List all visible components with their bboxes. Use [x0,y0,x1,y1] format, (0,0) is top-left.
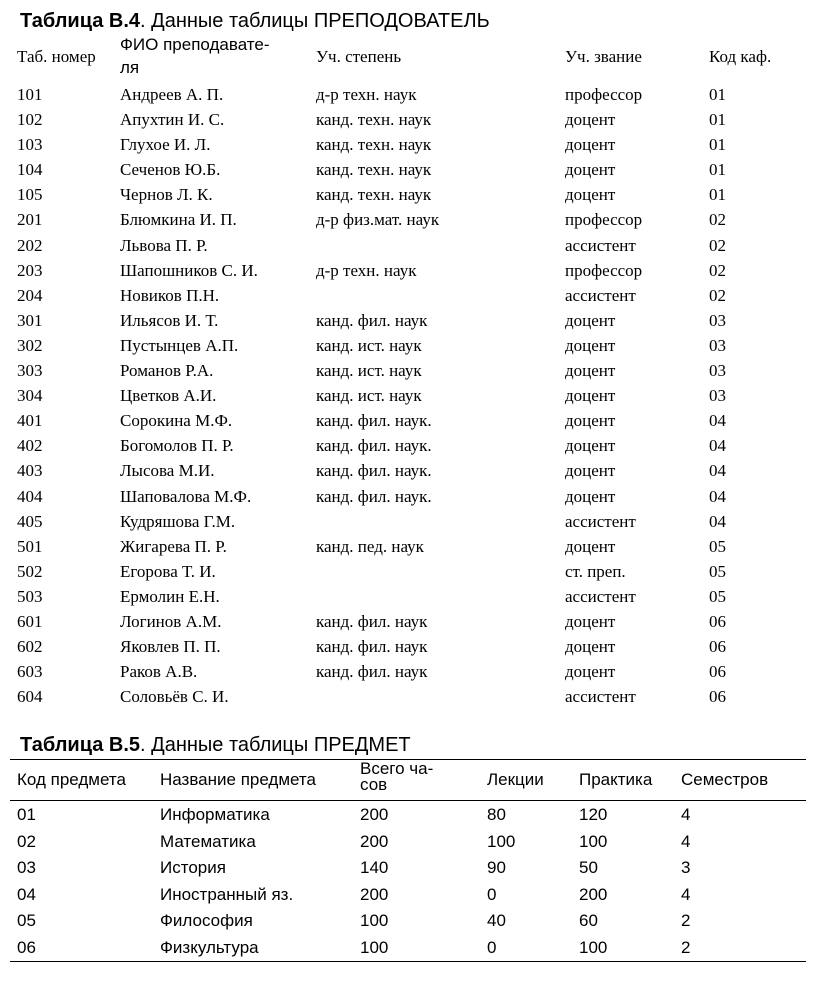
cell-dept-code: 02 [709,210,726,230]
cell-dept-code: 02 [709,260,726,280]
teachers-table-body [0,82,816,709]
cell-tab-number: 602 [17,637,43,657]
cell-teacher-name: Яковлев П. П. [120,637,221,657]
cell-teacher-name: Соловьёв С. И. [120,687,229,707]
cell-total-hours: 200 [360,884,389,904]
cell-dept-code: 04 [709,486,726,506]
table-row [0,484,816,509]
header-degree: Уч. степень [316,47,402,66]
cell-dept-code: 04 [709,411,726,431]
table-row [0,82,816,107]
cell-rank: доцент [565,637,616,657]
cell-teacher-name: Цветков А.И. [120,386,217,406]
cell-teacher-name: Андреев А. П. [120,85,224,104]
cell-degree: канд. техн. наук [316,185,432,205]
table-row [0,584,816,609]
table-row [0,333,816,358]
cell-dept-code: 03 [709,310,726,330]
cell-teacher-name: Ильясов И. Т. [120,310,219,330]
header-semesters: Семестров [681,770,769,789]
header-fio-line1: ФИО преподавате- [120,35,270,54]
cell-degree: канд. техн. наук [316,135,432,155]
cell-rank: доцент [565,185,616,205]
cell-subject-code: 03 [17,858,36,877]
table-row [0,258,816,283]
cell-subject-name: Физкультура [160,937,259,957]
cell-degree: канд. фил. наук. [316,411,432,431]
cell-teacher-name: Новиков П.Н. [120,285,220,305]
cell-degree: д-р техн. наук [316,260,417,280]
cell-tab-number: 303 [17,361,43,381]
table-row [0,829,816,856]
cell-teacher-name: Сорокина М.Ф. [120,411,233,431]
cell-rank: профессор [565,260,643,280]
cell-teacher-name: Львова П. Р. [120,235,208,255]
table-row [0,408,816,433]
cell-dept-code: 03 [709,361,726,381]
header-total-hours-line1: Всего ча- [360,759,434,778]
cell-semesters: 4 [681,805,691,824]
cell-tab-number: 502 [17,561,43,581]
cell-practice: 120 [579,805,608,824]
cell-subject-code: 06 [17,937,36,957]
cell-practice: 60 [579,911,598,930]
cell-tab-number: 403 [17,461,43,481]
header-lectures: Лекции [487,770,544,789]
cell-total-hours: 140 [360,858,389,877]
cell-lectures: 40 [487,911,506,930]
table-row [0,559,816,584]
cell-tab-number: 604 [17,687,43,707]
table-row [0,882,816,909]
cell-subject-name: История [160,858,226,877]
cell-degree: канд. фил. наук [316,310,428,330]
table-row [0,283,816,308]
subjects-table-body [0,802,816,961]
table-row [0,182,816,207]
cell-degree: канд. пед. наук [316,536,424,556]
header-subject-code: Код предмета [17,770,126,789]
table-row [0,458,816,483]
cell-degree: д-р техн. наук [316,85,417,104]
cell-tab-number: 301 [17,310,43,330]
table-row [0,308,816,333]
table-row [0,802,816,829]
header-tab-number: Таб. номер [17,47,96,66]
table5-caption [20,733,411,757]
table-row [0,358,816,383]
cell-dept-code: 01 [709,160,726,180]
header-fio-line2: ля [120,58,140,77]
table-row [0,132,816,157]
cell-rank: доцент [565,110,616,130]
table-row [0,107,816,132]
table4-caption-number: Таблица В.4 [20,10,141,32]
cell-tab-number: 104 [17,160,43,180]
cell-rank: доцент [565,611,616,631]
cell-degree: канд. ист. наук [316,361,422,381]
cell-degree: канд. фил. наук. [316,461,432,481]
table-row [0,207,816,232]
table-row [0,534,816,559]
cell-dept-code: 02 [709,235,726,255]
table-row [0,609,816,634]
cell-rank: доцент [565,536,616,556]
cell-rank: профессор [565,85,643,104]
table-row [0,659,816,684]
cell-tab-number: 105 [17,185,43,205]
cell-lectures: 100 [487,831,516,851]
cell-teacher-name: Лысова М.И. [120,461,215,481]
table-row [0,634,816,659]
table5-caption-title: . Данные таблицы ПРЕДМЕТ [140,734,411,756]
cell-dept-code: 01 [709,135,726,155]
cell-degree: канд. фил. наук [316,611,428,631]
cell-teacher-name: Сеченов Ю.Б. [120,160,221,180]
table-row [0,157,816,182]
cell-subject-name: Математика [160,831,256,851]
cell-tab-number: 603 [17,662,43,682]
cell-teacher-name: Шаповалова М.Ф. [120,486,252,506]
cell-tab-number: 203 [17,260,43,280]
cell-degree: д-р физ.мат. наук [316,210,440,230]
cell-subject-code: 01 [17,805,36,824]
cell-semesters: 2 [681,911,691,930]
cell-teacher-name: Егорова Т. И. [120,561,216,581]
cell-dept-code: 06 [709,687,726,707]
cell-dept-code: 06 [709,662,726,682]
header-subject-name: Название предмета [160,770,316,789]
cell-tab-number: 601 [17,611,43,631]
cell-dept-code: 05 [709,586,726,606]
cell-semesters: 4 [681,831,691,851]
cell-degree: канд. ист. наук [316,335,422,355]
cell-dept-code: 02 [709,285,726,305]
cell-rank: доцент [565,486,616,506]
cell-degree: канд. ист. наук [316,386,422,406]
cell-teacher-name: Жигарева П. Р. [120,536,227,556]
cell-tab-number: 102 [17,110,43,130]
cell-dept-code: 06 [709,611,726,631]
cell-tab-number: 405 [17,511,43,531]
cell-rank: профессор [565,210,643,230]
cell-rank: ассистент [565,235,636,255]
cell-subject-name: Философия [160,911,253,930]
cell-dept-code: 01 [709,110,726,130]
cell-teacher-name: Пустынцев А.П. [120,335,239,355]
cell-teacher-name: Чернов Л. К. [120,185,213,205]
cell-total-hours: 200 [360,805,389,824]
cell-tab-number: 402 [17,436,43,456]
cell-degree: канд. техн. наук [316,110,432,130]
subjects-table [0,759,816,957]
cell-dept-code: 05 [709,536,726,556]
cell-total-hours: 200 [360,831,389,851]
table5-bottom-rule [10,961,806,962]
cell-rank: доцент [565,461,616,481]
cell-teacher-name: Ермолин Е.Н. [120,586,220,606]
cell-rank: доцент [565,135,616,155]
cell-tab-number: 401 [17,411,43,431]
cell-teacher-name: Шапошников С. И. [120,260,258,280]
cell-rank: ассистент [565,687,636,707]
cell-degree: канд. техн. наук [316,160,432,180]
cell-tab-number: 201 [17,210,43,230]
cell-subject-code: 05 [17,911,36,930]
cell-teacher-name: Богомолов П. Р. [120,436,234,456]
cell-rank: доцент [565,335,616,355]
cell-dept-code: 04 [709,511,726,531]
cell-subject-name: Информатика [160,805,270,824]
cell-tab-number: 501 [17,536,43,556]
header-rank: Уч. звание [565,47,642,66]
table-row [0,855,816,882]
cell-tab-number: 404 [17,486,43,506]
cell-teacher-name: Блюмкина И. П. [120,210,237,230]
cell-subject-name: Иностранный яз. [160,884,294,904]
header-dept-code: Код каф. [709,47,772,66]
table4-caption-title: . Данные таблицы ПРЕПОДОВАТЕЛЬ [140,10,490,32]
cell-degree: канд. фил. наук. [316,486,432,506]
cell-semesters: 2 [681,937,691,957]
cell-dept-code: 01 [709,185,726,205]
cell-practice: 100 [579,831,608,851]
cell-dept-code: 06 [709,637,726,657]
cell-total-hours: 100 [360,911,389,930]
cell-rank: доцент [565,411,616,431]
cell-tab-number: 101 [17,85,43,104]
table5-header-rule [10,800,806,801]
cell-rank: доцент [565,160,616,180]
cell-rank: доцент [565,662,616,682]
cell-tab-number: 204 [17,285,43,305]
cell-teacher-name: Романов Р.А. [120,361,214,381]
cell-lectures: 80 [487,805,506,824]
cell-practice: 50 [579,858,598,877]
cell-tab-number: 302 [17,335,43,355]
header-total-hours-line2: сов [360,775,388,794]
cell-semesters: 3 [681,858,691,877]
cell-lectures: 0 [487,937,497,957]
cell-tab-number: 103 [17,135,43,155]
cell-subject-code: 04 [17,884,36,904]
subjects-table-header [0,760,816,800]
cell-teacher-name: Глухое И. Л. [120,135,211,155]
cell-teacher-name: Логинов А.М. [120,611,222,631]
cell-rank: доцент [565,310,616,330]
teachers-table-header [0,35,816,82]
cell-rank: ассистент [565,285,636,305]
cell-rank: доцент [565,386,616,406]
cell-subject-code: 02 [17,831,36,851]
cell-degree: канд. фил. наук. [316,436,432,456]
cell-rank: доцент [565,436,616,456]
cell-rank: ассистент [565,586,636,606]
cell-tab-number: 202 [17,235,43,255]
cell-degree: канд. фил. наук [316,637,428,657]
cell-rank: доцент [565,361,616,381]
header-practice: Практика [579,770,653,789]
cell-practice: 200 [579,884,608,904]
table-row [0,509,816,534]
cell-total-hours: 100 [360,937,389,957]
table-row [0,383,816,408]
cell-dept-code: 01 [709,85,726,104]
cell-lectures: 90 [487,858,506,877]
teachers-table [0,35,816,709]
cell-dept-code: 03 [709,386,726,406]
cell-dept-code: 05 [709,561,726,581]
cell-dept-code: 04 [709,461,726,481]
cell-dept-code: 04 [709,436,726,456]
cell-teacher-name: Раков А.В. [120,662,198,682]
table-row [0,433,816,458]
cell-rank: ассистент [565,511,636,531]
cell-dept-code: 03 [709,335,726,355]
cell-lectures: 0 [487,884,497,904]
cell-tab-number: 503 [17,586,43,606]
cell-rank: ст. преп. [565,561,626,581]
table4-caption [20,9,490,33]
table-row [0,233,816,258]
cell-degree: канд. фил. наук [316,662,428,682]
cell-practice: 100 [579,937,608,957]
table-row [0,935,816,962]
table-row [0,908,816,935]
cell-tab-number: 304 [17,386,43,406]
cell-teacher-name: Апухтин И. С. [120,110,225,130]
table5-caption-number: Таблица В.5 [20,734,141,756]
table-row [0,684,816,709]
cell-teacher-name: Кудряшова Г.М. [120,511,236,531]
cell-semesters: 4 [681,884,691,904]
